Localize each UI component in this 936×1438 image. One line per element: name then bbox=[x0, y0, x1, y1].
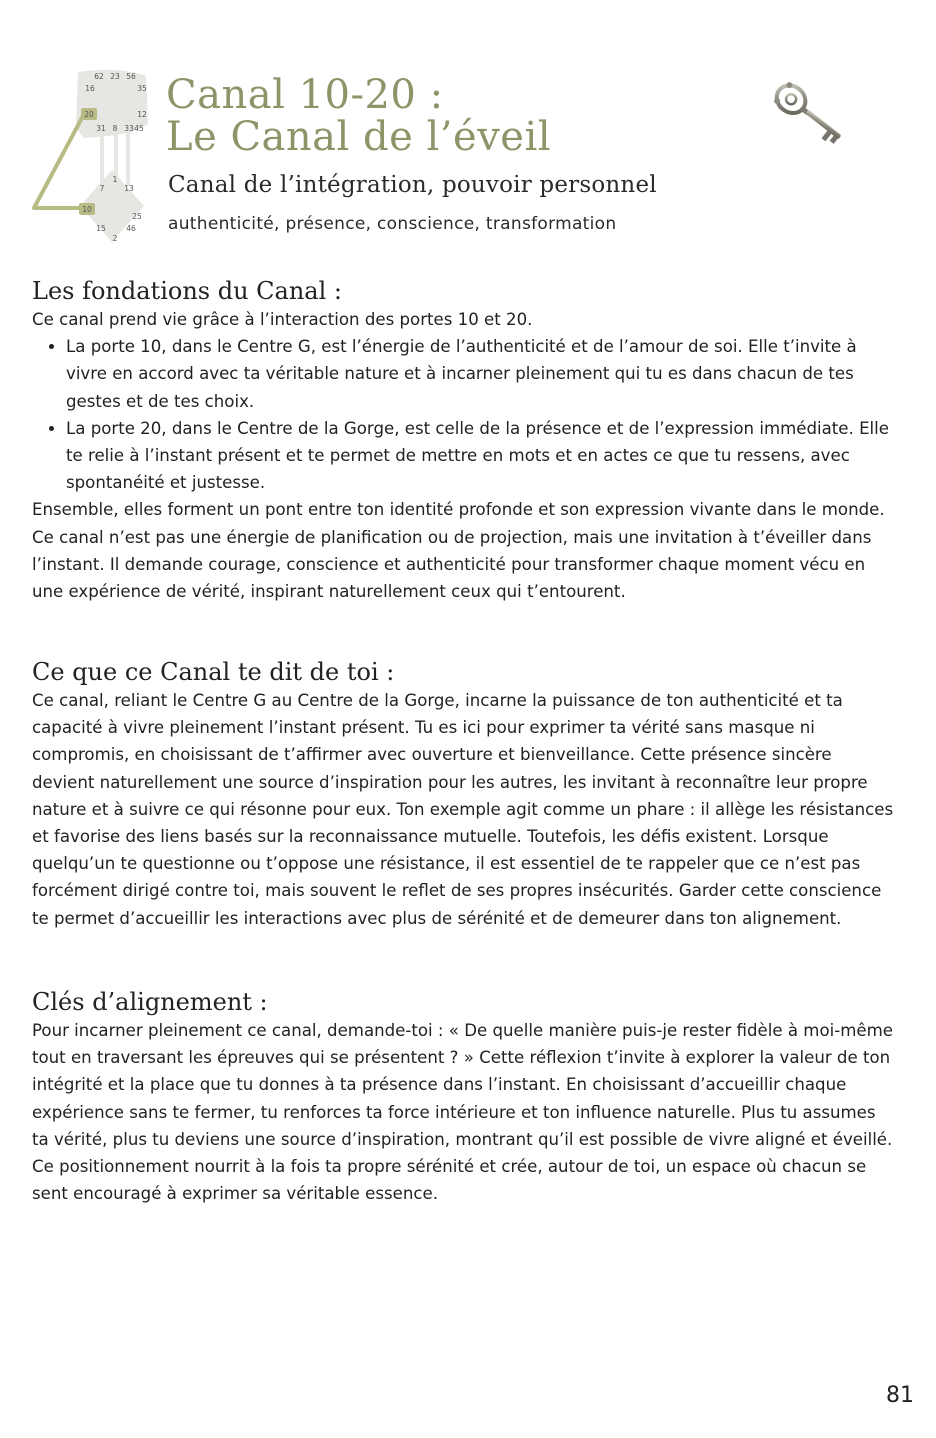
channel-line bbox=[100, 130, 104, 186]
keywords: authenticité, présence, conscience, transformation bbox=[168, 214, 617, 234]
gate-label: 15 bbox=[96, 224, 106, 233]
section-body: Ce canal, reliant le Centre G au Centre de la Gorge, incarne la puissance de ton authenticité et ta capacité à vivre pleinement l’instant présent. Tu es ici pour exprimer ta vérité sans masque ni compromis, en choisissant de t’affirmer avec ouverture et bienveillance. Cette présence sincère devient naturellement une source d’inspiration pour les autres, les invitant à reconnaître leur propre nature et à suivre ce qui résonne pour eux. Ton exemple agit comme un phare : il allège les résistances et favorise des liens basés sur la reconnaissance mutuelle. Toutefois, les défis existent. Lorsque quelqu’un te questionne ou t’oppose une résistance, il est essentiel de te rappeler que ce n’est pas forcément dirigé contre toi, mais souvent le reflet de ses propres insécurités. Garder cette conscience te permet d’accueillir les interactions avec plus de sérénité et de demeurer dans ton alignement. bbox=[32, 691, 894, 928]
title-line-1: Canal 10-20 : bbox=[166, 72, 444, 118]
gate-label: 23 bbox=[110, 72, 120, 81]
section-heading: Clés d’alignement : bbox=[32, 988, 268, 1016]
gate-label: 46 bbox=[126, 224, 136, 233]
gate-label: 62 bbox=[94, 72, 104, 81]
gate-label: 33 bbox=[124, 124, 134, 133]
gate-label: 2 bbox=[112, 234, 118, 243]
gate-label: 20 bbox=[84, 110, 94, 119]
gate-label: 8 bbox=[112, 124, 118, 133]
gate-label: 31 bbox=[96, 124, 106, 133]
gate-label: 7 bbox=[99, 184, 105, 193]
section-body: Ensemble, elles forment un pont entre ton identité profonde et son expression vivante dans le monde. Ce canal n’est pas une énergie de planification ou de projection, mais une invitation à t’éveiller dans l’instant. Il demande courage, conscience et authenticité pour transformer chaque moment vécu en une expérience de vérité, inspirant naturellement ceux qui t’entourent. bbox=[32, 500, 885, 602]
page-number: 81 bbox=[886, 1383, 914, 1408]
section-cles bbox=[32, 987, 896, 1207]
section-heading: Les fondations du Canal : bbox=[32, 277, 342, 305]
gate-label: 10 bbox=[82, 205, 92, 214]
gate-list bbox=[32, 333, 896, 496]
list-item: • La porte 20, dans le Centre de la Gorge, est celle de la présence et de l’expression immédiate. Elle te relie à l’instant présent et te permet de mettre en mots et en actes ce que tu ressens, avec spontanéité et justesse. bbox=[66, 415, 896, 497]
page-title bbox=[166, 74, 551, 158]
section-toi bbox=[32, 657, 896, 932]
channel-diagram bbox=[28, 66, 158, 248]
page-subtitle: Canal de l’intégration, pouvoir personnel bbox=[168, 172, 657, 198]
title-line-2: Le Canal de l’éveil bbox=[166, 114, 552, 160]
gate-label: 56 bbox=[126, 72, 136, 81]
gate-label: 13 bbox=[124, 184, 134, 193]
channel-10-20-line bbox=[34, 114, 84, 208]
key-icon bbox=[762, 72, 858, 156]
gate-label: 25 bbox=[132, 212, 142, 221]
gate-label: 1 bbox=[112, 175, 118, 184]
gate-label: 35 bbox=[137, 84, 147, 93]
channel-line bbox=[126, 130, 130, 186]
gate-label: 12 bbox=[137, 110, 147, 119]
section-intro: Ce canal prend vie grâce à l’interaction des portes 10 et 20. bbox=[32, 310, 533, 329]
gate-label: 16 bbox=[85, 84, 95, 93]
list-item: • La porte 10, dans le Centre G, est l’énergie de l’authenticité et de l’amour de soi. Elle t’invite à vivre en accord avec ta véritable nature et à incarner pleinement qui tu es dans chacun de tes gestes et de tes choix. bbox=[66, 333, 896, 415]
section-body: Pour incarner pleinement ce canal, demande-toi : « De quelle manière puis-je rester fidèle à moi-même tout en traversant les épreuves qui se présentent ? » Cette réflexion t’invite à explorer la valeur de ton intégrité et la place que tu donnes à ta présence dans l’instant. En choisissant d’accueillir chaque expérience sans te fermer, tu renforces ta force intérieure et ton influence naturelle. Plus tu assumes ta vérité, plus tu deviens une source d’inspiration, montrant qu’il est possible de vivre aligné et éveillé. Ce positionnement nourrit à la fois ta propre sérénité et crée, autour de toi, un espace où chacun se sent encouragé à exprimer sa véritable essence. bbox=[32, 1021, 893, 1204]
gate-label: 45 bbox=[134, 124, 144, 133]
section-heading: Ce que ce Canal te dit de toi : bbox=[32, 658, 395, 686]
section-fondations bbox=[32, 276, 896, 605]
